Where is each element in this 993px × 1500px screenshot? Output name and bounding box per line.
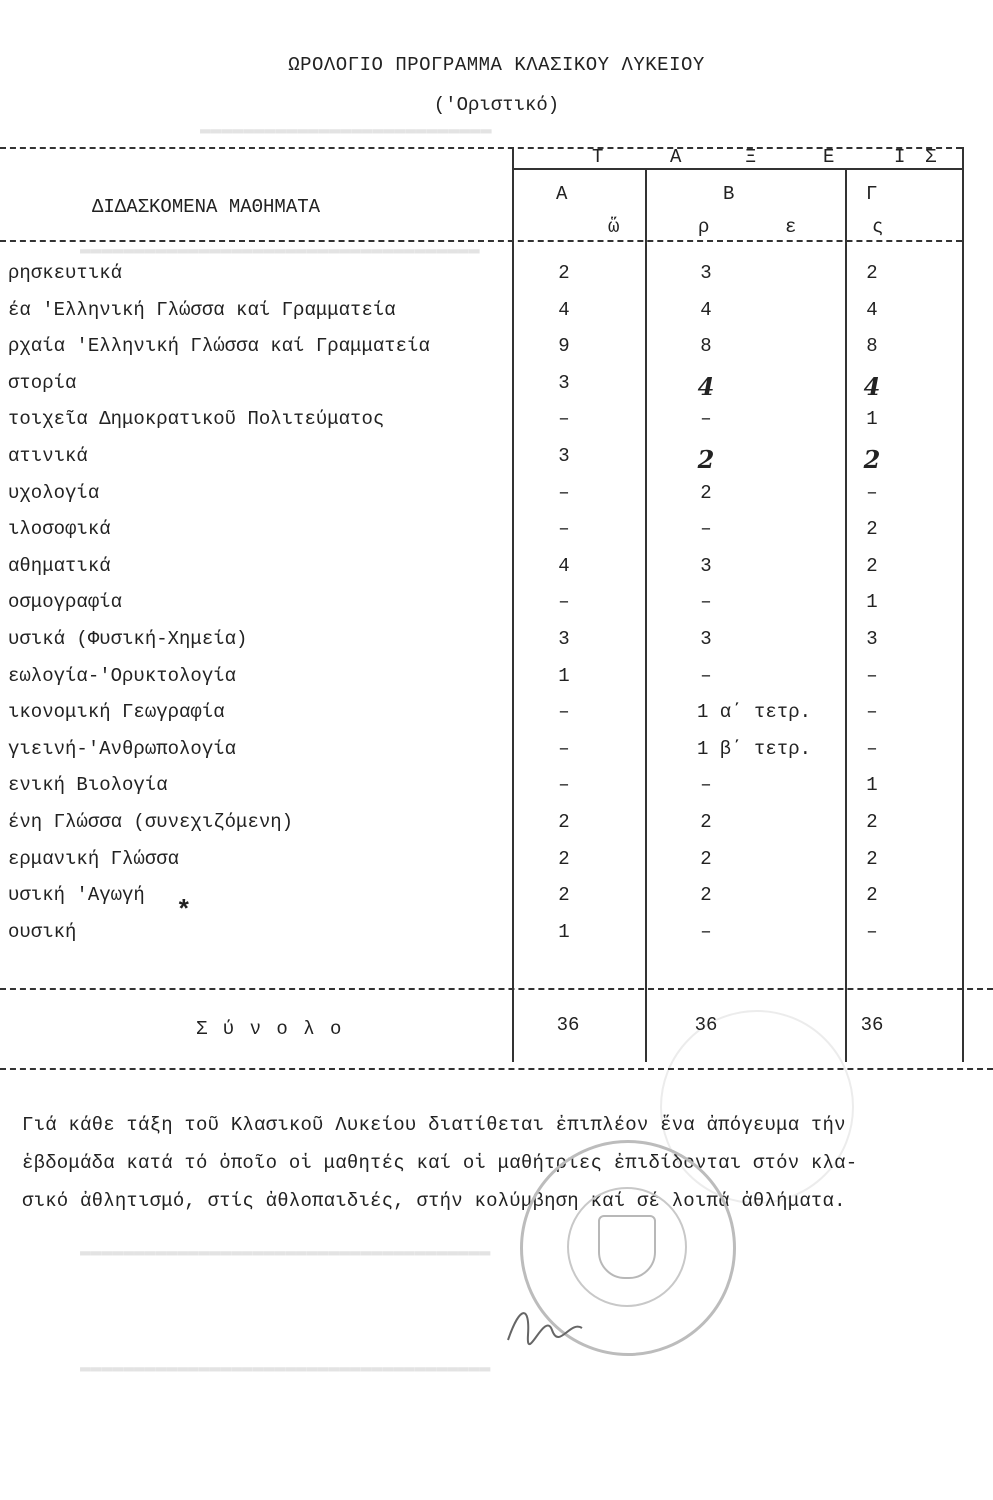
- note-line-3: σικό ἀθλητισμό, στίς ἀθλοπαιδιές, στήν κολύμβηση καί σέ λοιπά ἀθλήματα.: [22, 1190, 846, 1212]
- subjects-header: ΔΙΔΑΣΚΟΜΕΝΑ ΜΑΘΗΜΑΤΑ: [92, 196, 321, 218]
- table-top-rule: [0, 147, 962, 149]
- class-c-header: Γ: [866, 183, 878, 205]
- hours-class-b: 2: [697, 445, 715, 474]
- bleed-through-text: ▬▬▬▬▬▬▬▬▬▬▬▬▬▬▬▬▬▬▬▬▬▬▬▬▬▬▬▬▬▬▬▬▬▬▬▬▬▬: [80, 1242, 491, 1262]
- hours-class-b: 8: [700, 335, 712, 357]
- hours-class-a: 3: [558, 445, 570, 467]
- column-divider-b: [645, 168, 647, 1062]
- hours-letter: ρ: [698, 216, 710, 238]
- signature-scribble: [500, 1300, 590, 1360]
- page-subtitle: ('Οριστικό): [433, 94, 560, 116]
- hours-class-a: –: [558, 408, 570, 430]
- taxeis-rule: [512, 168, 962, 170]
- subject-name: ρχαία 'Ελληνική Γλώσσα καί Γραμματεία: [8, 335, 430, 357]
- note-line-2: ἑβδομάδα κατά τό ὁποῖο οἱ μαθητές καί οἱ μαθήτριες ἐπιδίδονται στόν κλα-: [22, 1152, 858, 1174]
- table-bottom-rule: [0, 1068, 993, 1070]
- hours-class-a: –: [558, 701, 570, 723]
- note-line-1: Γιά κάθε τάξη τοῦ Κλασικοῦ Λυκείου διατίθεται ἐπιπλέον ἕνα ἀπόγευμα τήν: [22, 1114, 846, 1136]
- hours-class-c: –: [866, 738, 878, 760]
- bleed-through-text: ▬▬▬▬▬▬▬▬▬▬▬▬▬▬▬▬▬▬▬▬▬▬▬▬▬▬▬▬▬▬▬▬▬▬▬▬▬: [80, 240, 480, 260]
- hours-class-c: –: [866, 921, 878, 943]
- taxeis-letter: Ε: [823, 146, 835, 168]
- hours-class-a: –: [558, 774, 570, 796]
- hours-class-a: 1: [558, 665, 570, 687]
- hours-class-b: –: [700, 774, 712, 796]
- hours-class-b: 1 β΄ τετρ.: [697, 738, 812, 760]
- subject-name: ερμανική Γλώσσα: [8, 848, 180, 870]
- hours-class-a: –: [558, 591, 570, 613]
- hours-class-b: 4: [700, 299, 712, 321]
- subject-name: υχολογία: [8, 482, 100, 504]
- hours-class-c: 2: [866, 848, 878, 870]
- subject-name: ατινικά: [8, 445, 88, 467]
- hours-class-c: 3: [866, 628, 878, 650]
- class-b-header: Β: [723, 183, 735, 205]
- hours-class-c: 2: [866, 518, 878, 540]
- hours-class-a: 1: [558, 921, 570, 943]
- hours-class-b: –: [700, 518, 712, 540]
- hours-class-a: 4: [558, 299, 570, 321]
- hours-class-a: –: [558, 482, 570, 504]
- hours-class-b: 2: [700, 848, 712, 870]
- subject-name: στορία: [8, 372, 77, 394]
- hours-letter: ς: [872, 216, 884, 238]
- hours-class-c: 2: [866, 262, 878, 284]
- hours-class-a: 3: [558, 372, 570, 394]
- page-title: ΩΡΟΛΟΓΙΟ ΠΡΟΓΡΑΜΜΑ ΚΛΑΣΙΚΟΥ ΛΥΚΕΙΟΥ: [288, 54, 705, 76]
- hours-class-a: 2: [558, 884, 570, 906]
- hours-class-b: 1 α΄ τετρ.: [697, 701, 812, 723]
- subject-name: εωλογία-'Ορυκτολογία: [8, 665, 237, 687]
- hours-class-b: –: [700, 921, 712, 943]
- taxeis-letter: Α: [670, 146, 682, 168]
- column-divider-end: [962, 147, 964, 1062]
- coat-of-arms-icon: [598, 1215, 656, 1279]
- hours-class-a: 2: [558, 262, 570, 284]
- taxeis-letter: Τ: [592, 146, 604, 168]
- bleed-through-text: ▬▬▬▬▬▬▬▬▬▬▬▬▬▬▬▬▬▬▬▬▬▬▬▬▬▬▬▬▬▬▬▬▬▬▬▬▬▬: [80, 1358, 491, 1378]
- hours-class-c: 2: [866, 555, 878, 577]
- hours-class-b: 2: [700, 482, 712, 504]
- total-c: 36: [860, 1014, 884, 1036]
- hours-class-c: 4: [866, 299, 878, 321]
- total-label: Σ ύ ν ο λ ο: [196, 1018, 344, 1040]
- bleed-through-text: ▬▬▬▬▬▬▬▬▬▬▬▬▬▬▬▬▬▬▬▬▬▬▬▬▬▬▬: [200, 120, 492, 140]
- hours-class-a: 2: [558, 811, 570, 833]
- subject-name: ρησκευτικά: [8, 262, 123, 284]
- subject-name: ουσική: [8, 921, 77, 943]
- hours-class-b: 3: [700, 555, 712, 577]
- hours-class-c: 2: [866, 884, 878, 906]
- subject-name: έα 'Ελληνική Γλώσσα καί Γραμματεία: [8, 299, 396, 321]
- hours-class-a: –: [558, 518, 570, 540]
- hours-class-b: –: [700, 665, 712, 687]
- subject-name: αθηματικά: [8, 555, 111, 577]
- taxeis-letter: Ξ: [745, 146, 757, 168]
- subject-name: ένη Γλώσσα (συνεχιζόμενη): [8, 811, 294, 833]
- hours-class-b: 3: [700, 262, 712, 284]
- hours-class-c: –: [866, 482, 878, 504]
- hours-class-c: 4: [863, 372, 881, 401]
- hours-class-b: –: [700, 591, 712, 613]
- hours-class-c: 8: [866, 335, 878, 357]
- subject-name: τοιχεῖα Δημοκρατικοῦ Πολιτεύματος: [8, 408, 385, 430]
- subject-name: υσική 'Αγωγή: [8, 884, 145, 906]
- subject-name: ικονομική Γεωγραφία: [8, 701, 225, 723]
- total-a: 36: [556, 1014, 580, 1036]
- column-divider-a: [512, 147, 514, 1062]
- header-bottom-rule: [0, 240, 962, 242]
- hours-class-a: 3: [558, 628, 570, 650]
- hours-class-b: 2: [700, 884, 712, 906]
- hours-class-c: 1: [866, 591, 878, 613]
- class-a-header: Α: [556, 183, 568, 205]
- footnote-asterisk: *: [176, 896, 192, 926]
- hours-class-a: 4: [558, 555, 570, 577]
- hours-letter: ὥ: [608, 216, 620, 238]
- hours-class-a: 2: [558, 848, 570, 870]
- hours-class-c: –: [866, 701, 878, 723]
- hours-class-b: 4: [697, 372, 715, 401]
- hours-class-b: –: [700, 408, 712, 430]
- hours-letter: ε: [785, 216, 797, 238]
- taxeis-letter: Σ: [925, 146, 937, 168]
- total-b: 36: [694, 1014, 718, 1036]
- hours-class-c: 1: [866, 408, 878, 430]
- hours-class-a: –: [558, 738, 570, 760]
- taxeis-letter: Ι: [894, 146, 906, 168]
- subject-name: γιεινή-'Ανθρωπολογία: [8, 738, 237, 760]
- hours-class-b: 3: [700, 628, 712, 650]
- subject-name: ενική Βιολογία: [8, 774, 168, 796]
- subject-name: υσικά (Φυσική-Χημεία): [8, 628, 248, 650]
- hours-class-b: 2: [700, 811, 712, 833]
- hours-class-a: 9: [558, 335, 570, 357]
- hours-class-c: –: [866, 665, 878, 687]
- hours-class-c: 1: [866, 774, 878, 796]
- hours-class-c: 2: [866, 811, 878, 833]
- subject-name: ιλοσοφικά: [8, 518, 111, 540]
- subject-name: οσμογραφία: [8, 591, 123, 613]
- column-divider-c: [845, 168, 847, 1062]
- hours-class-c: 2: [863, 445, 881, 474]
